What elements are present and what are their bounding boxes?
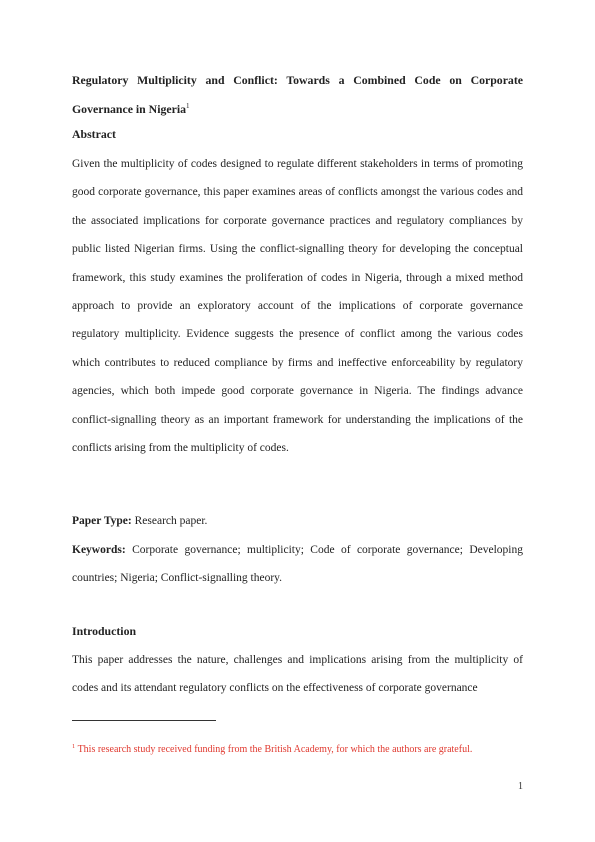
- page-number: 1: [518, 781, 523, 792]
- paper-title-text: Regulatory Multiplicity and Conflict: Towards a Combined Code on Corporate Governance in Nigeria: [72, 73, 523, 116]
- keywords: [72, 536, 523, 593]
- footnote: [72, 742, 523, 758]
- keywords-value: Corporate governance; multiplicity; Code of corporate governance; Developing countries; Nigeria; Conflict-signalling theory.: [72, 544, 524, 585]
- title-footnote-marker: 1: [186, 101, 190, 110]
- paper-title: [72, 66, 523, 123]
- introduction-heading: Introduction: [72, 624, 137, 638]
- footnote-text: This research study received funding from the British Academy, for which the authors are grateful.: [77, 744, 473, 755]
- paper-type-value: Research paper.: [134, 515, 208, 527]
- keywords-label: Keywords:: [72, 544, 126, 556]
- paper-type: [72, 511, 523, 531]
- paper-type-label: Paper Type:: [72, 515, 132, 527]
- abstract-body: Given the multiplicity of codes designed to regulate different stakeholders in terms of promoting good corporate governance, this paper examines areas of conflicts amongst the various codes and the associated implications for corporate governance practices and regulatory compliances by public listed Nigerian firms. Using the conflict-signalling theory for developing the conceptual framework, this study examines the proliferation of codes in Nigeria, through a mixed method approach to provide an exploratory account of the implications of corporate governance regulatory multiplicity. Evidence suggests the presence of conflict among the various codes which contributes to reduced compliance by firms and ineffective enforceability by regulatory agencies, which both impede good corporate governance in Nigeria. The findings advance conflict-signalling theory as an important framework for understanding the implications of the conflicts arising from the multiplicity of codes.: [72, 158, 523, 455]
- introduction-body: This paper addresses the nature, challenges and implications arising from the multiplicity of codes and its attendant regulatory conflicts on the effectiveness of corporate governance: [72, 654, 523, 695]
- footnote-marker: 1: [72, 743, 76, 750]
- abstract-heading: Abstract: [72, 127, 116, 141]
- footnote-divider: [72, 720, 216, 721]
